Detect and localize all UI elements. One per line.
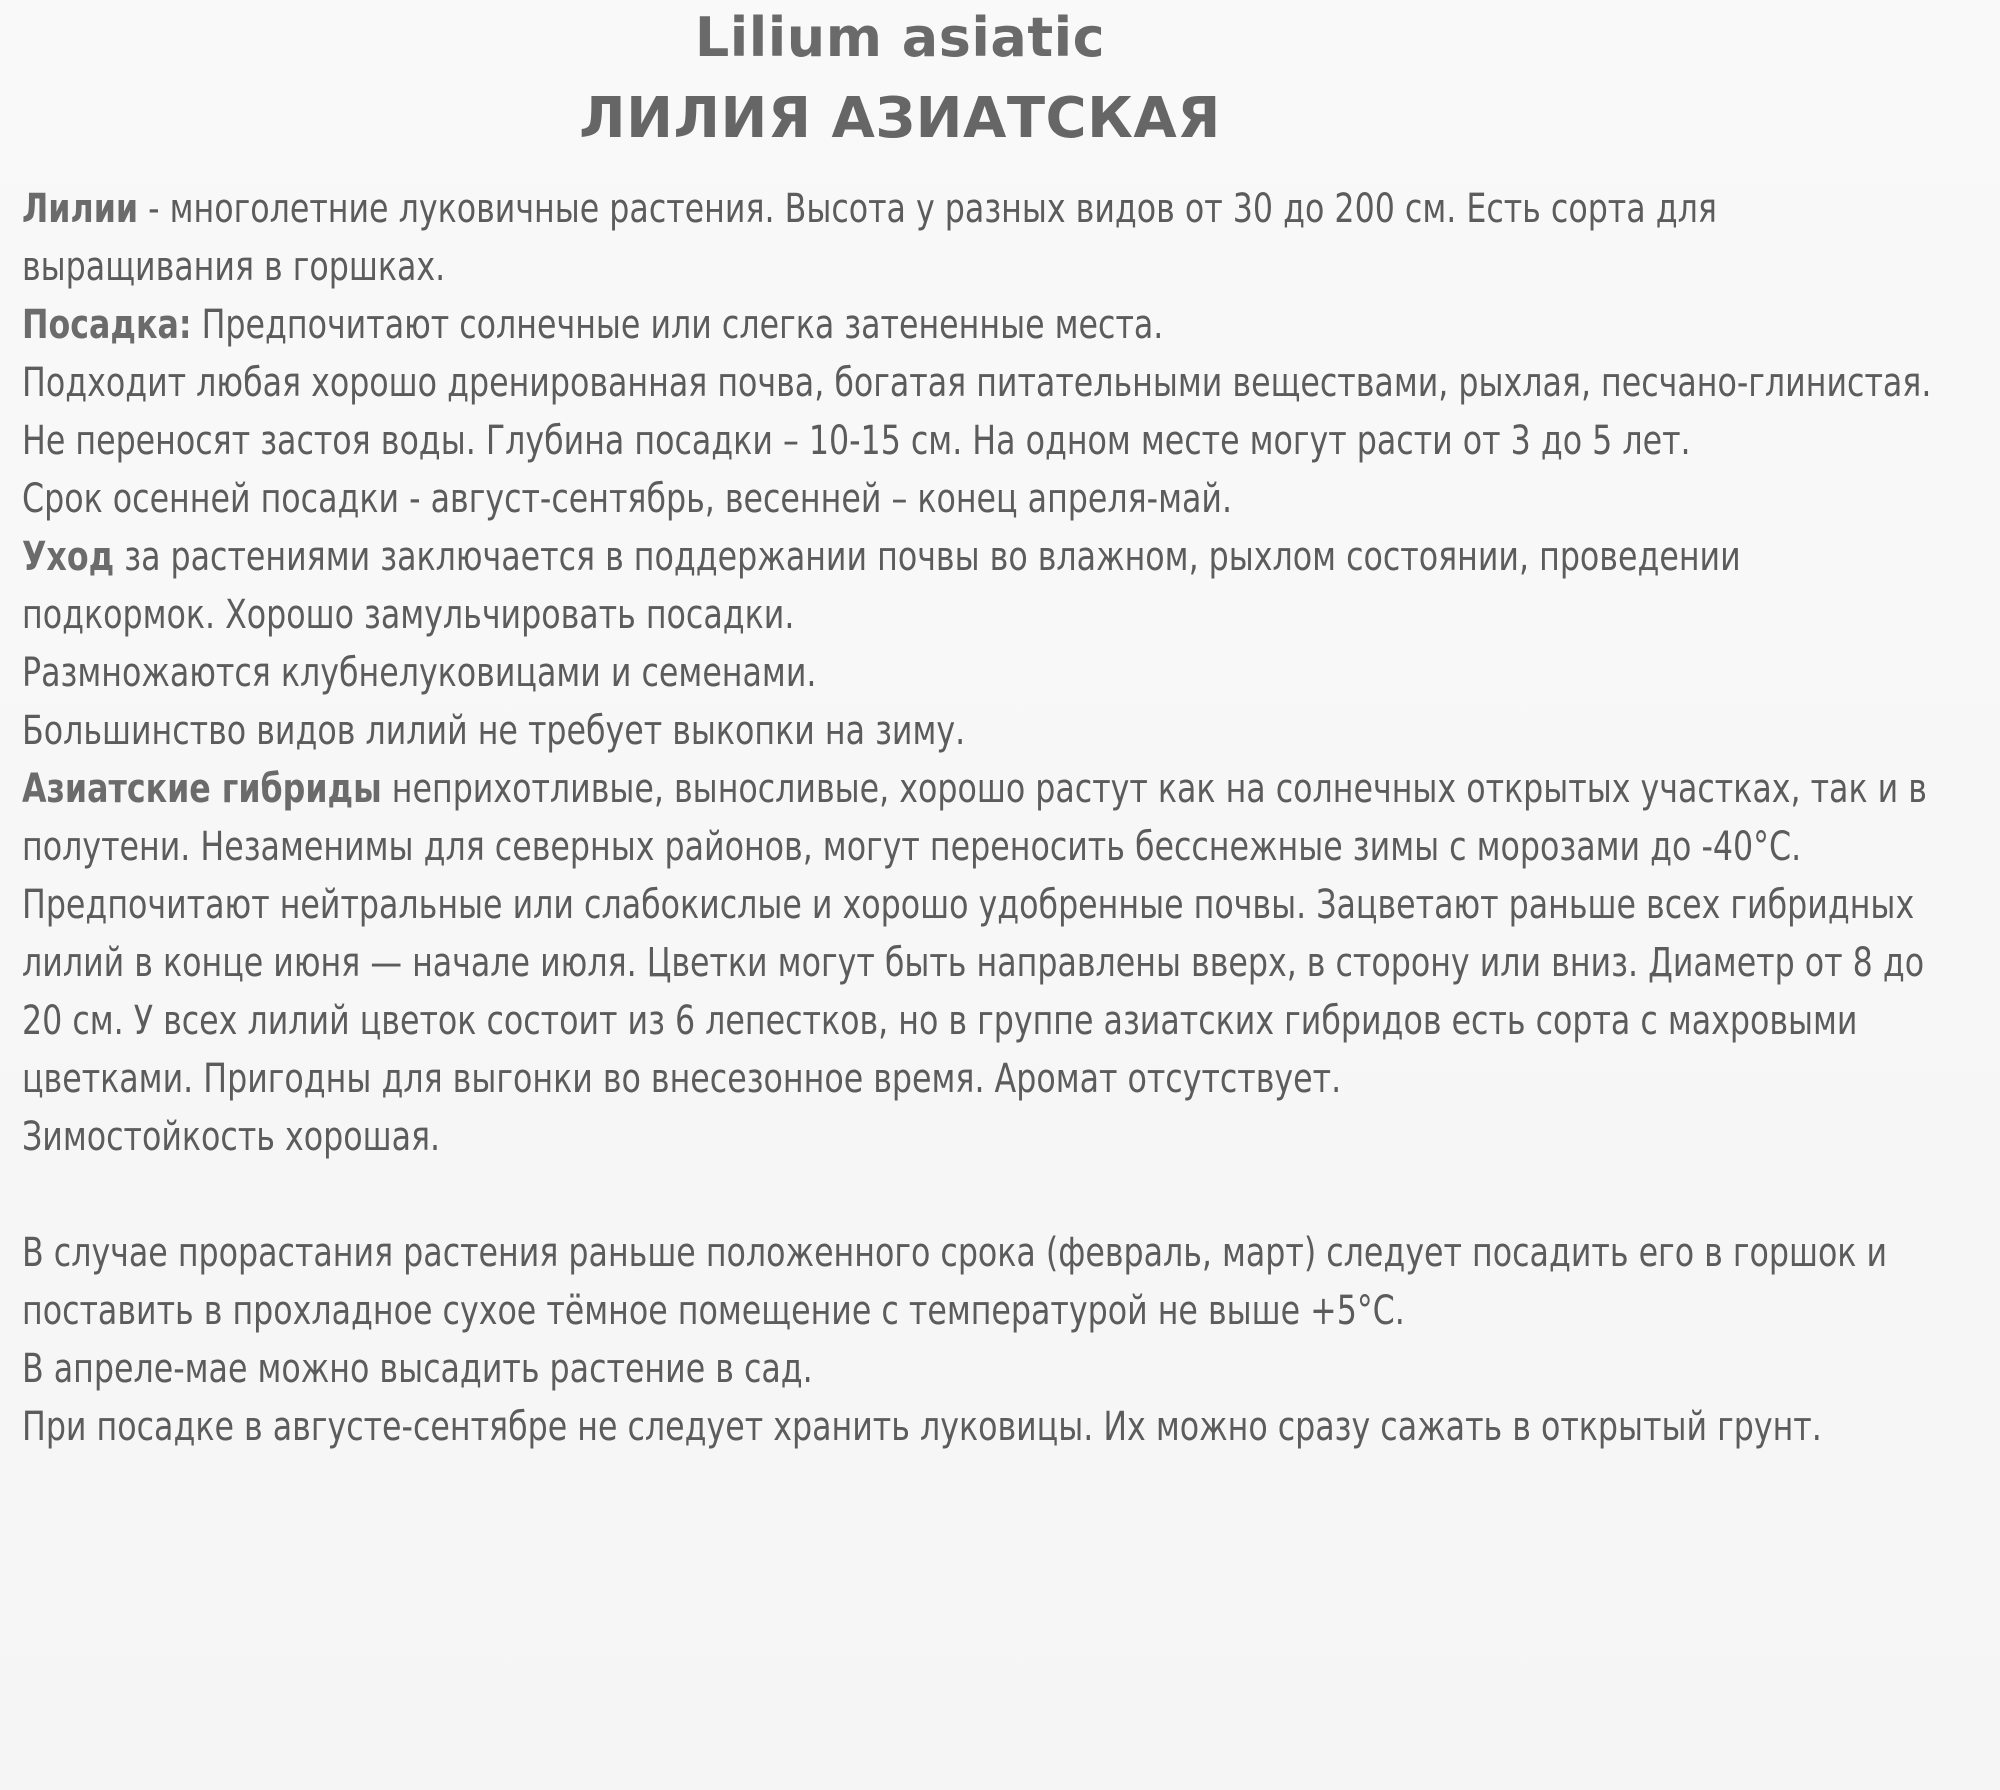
paragraph-text: Подходит любая хорошо дренированная почва, богатая питательными веществами, рыхлая, песчано-глинистая. Не переносят застоя воды. Глубина посадки – 10-15 см. На одном месте могут расти от 3 до 5 лет.	[22, 360, 1932, 464]
note-autumn-planting: При посадке в августе-сентябре не следует хранить луковицы. Их можно сразу сажать в открытый грунт.	[22, 1404, 1822, 1450]
note-early-sprouting: В случае прорастания растения раньше положенного срока (февраль, март) следует посадить его в горшок и поставить в прохладное сухое тёмное помещение с температурой не выше +5°С.	[22, 1230, 1888, 1334]
paragraph-text: за растениями заключается в поддержании почвы во влажном, рыхлом состоянии, проведении подкормок. Хорошо замульчировать посадки.	[22, 534, 1741, 638]
paragraph-lead: Азиатские гибриды	[22, 766, 382, 812]
description-body	[22, 180, 1932, 1456]
paragraph-propagation	[22, 644, 1940, 702]
paragraph-care	[22, 528, 1940, 644]
section-spacer	[22, 1166, 1747, 1224]
paragraph-text: Срок осенней посадки - август-сентябрь, весенней – конец апреля-май.	[22, 476, 1233, 522]
paragraph-asiatic-hybrids	[22, 760, 1940, 1108]
paragraph-text: Зимостойкость хорошая.	[22, 1114, 441, 1160]
paragraph-lead: Посадка:	[22, 302, 192, 348]
paragraph-lead: Лилии	[22, 186, 139, 232]
russian-title: ЛИЛИЯ АЗИАТСКАЯ	[579, 86, 1221, 151]
paragraph-lead: Уход	[22, 534, 115, 580]
note-spring-planting: В апреле-мае можно высадить растение в сад.	[22, 1346, 813, 1392]
paragraph-text: Размножаются клубнелуковицами и семенами.	[22, 650, 817, 696]
paragraph-text: Большинство видов лилий не требует выкопки на зиму.	[22, 708, 966, 754]
paragraph-planting-time	[22, 470, 1940, 528]
paragraph-text: неприхотливые, выносливые, хорошо растут как на солнечных открытых участках, так и в полутени. Незаменимы для северных районов, могут переносить бесснежные зимы с морозами до -40°С. Предпочитают нейтральные или слабокислые и хорошо удобренные почвы. Зацветают раньше всех гибридных лилий в конце июня — начале июля. Цветки могут быть направлены вверх, в сторону или вниз. Диаметр от 8 до 20 см. У всех лилий цветок состоит из 6 лепестков, но в группе азиатских гибридов есть сорта с махровыми цветками. Пригодны для выгонки во внесезонное время. Аромат отсутствует.	[22, 766, 1927, 1102]
latin-title: Lilium asiatic	[694, 6, 1106, 69]
paragraph-lilies	[22, 180, 1940, 296]
paragraph-winter-digging	[22, 702, 1940, 760]
paragraph-planting	[22, 296, 1940, 354]
paragraph-text: - многолетние луковичные растения. Высота у разных видов от 30 до 200 см. Есть сорта для выращивания в горшках.	[22, 186, 1717, 290]
paragraph-hardiness	[22, 1108, 1940, 1166]
paragraph-text: Предпочитают солнечные или слегка затененные места.	[191, 302, 1164, 348]
paragraph-soil	[22, 354, 1940, 470]
